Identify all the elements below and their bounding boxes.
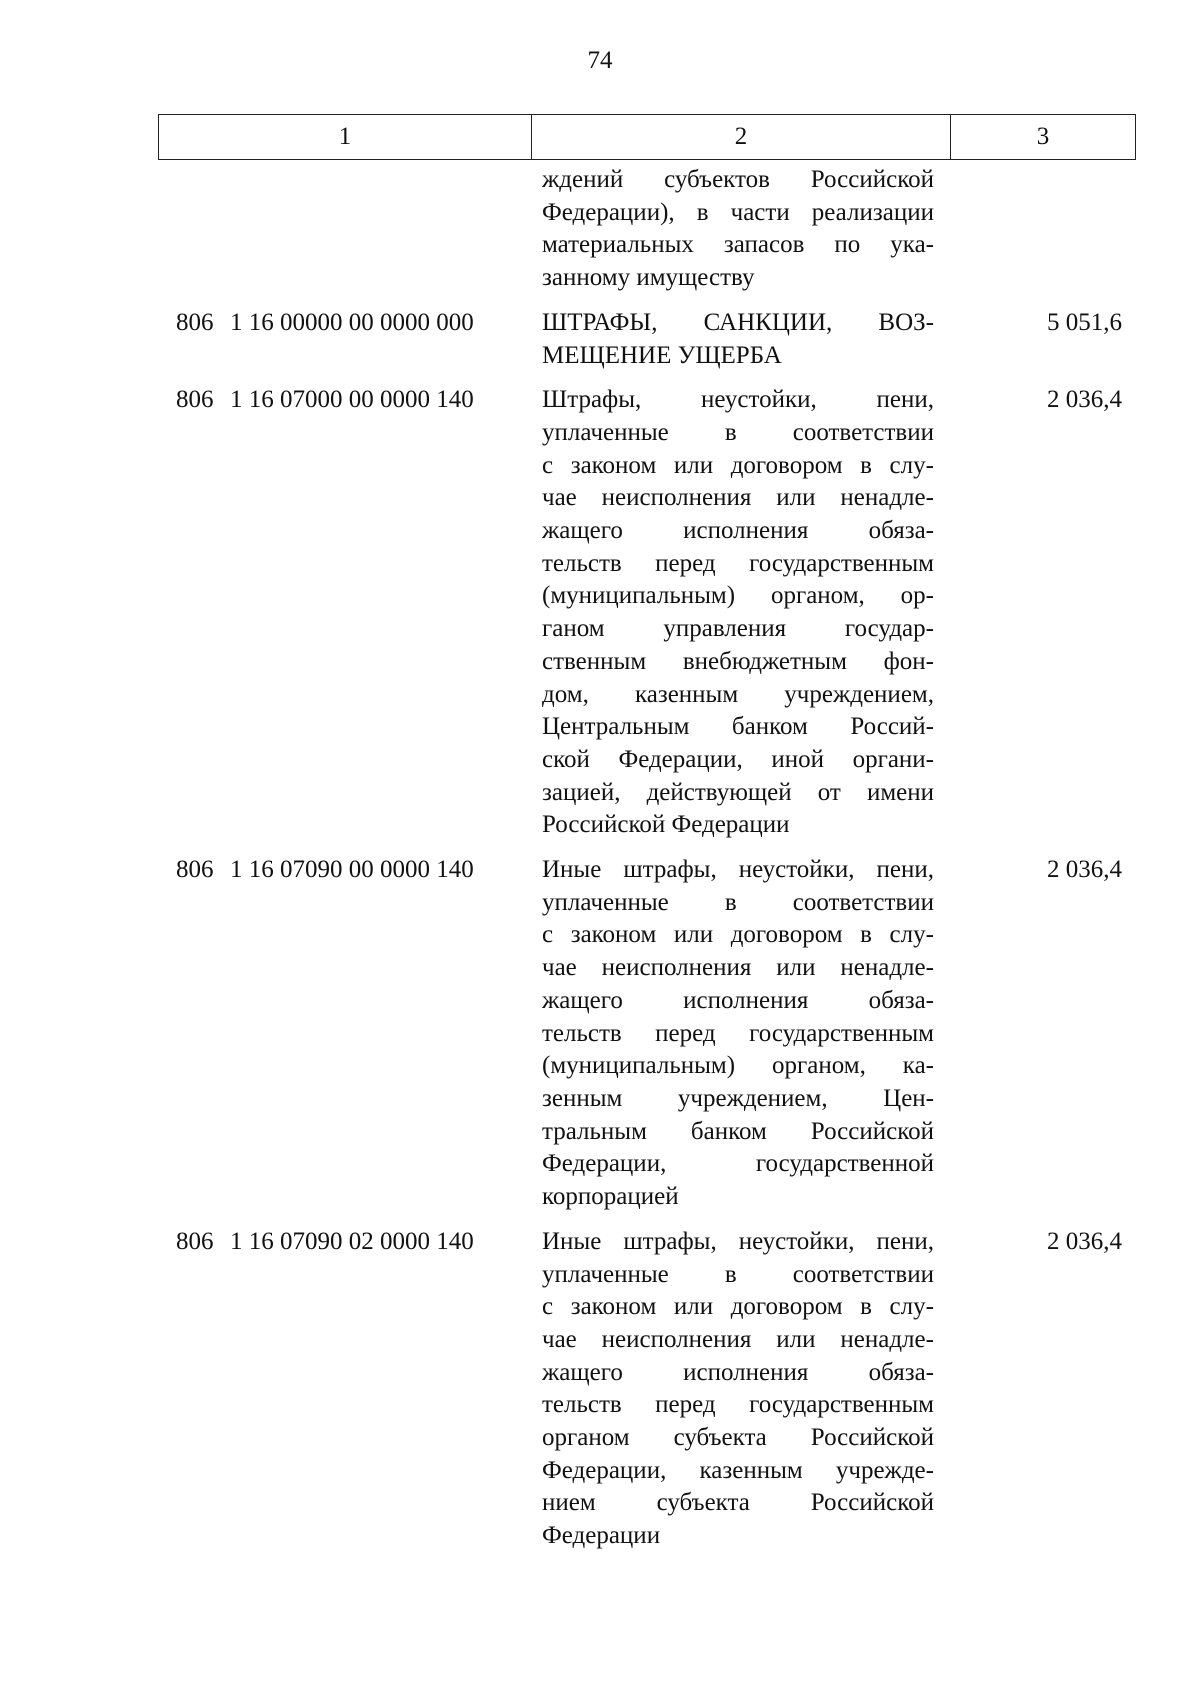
table-row: [158, 164, 1132, 295]
name-line: зенным учреждением, Цен-: [542, 1084, 934, 1112]
name-line: Федерации, казенным учрежде-: [542, 1456, 934, 1484]
name-line: (муниципальным) органом, ка-: [542, 1052, 934, 1080]
name-line: чае неисполнения или ненадле-: [542, 484, 934, 512]
amount: 2 036,4: [1047, 386, 1122, 414]
name-line: чае неисполнения или ненадле-: [542, 954, 934, 982]
table-row: [158, 1226, 1132, 1553]
table-row: [158, 307, 1132, 372]
name-line: жащего исполнения обяза-: [542, 986, 934, 1014]
name-line: Федерации, государственной: [542, 1150, 934, 1178]
amount: 2 036,4: [1047, 1227, 1122, 1255]
name-line: Центральным банком Россий-: [542, 713, 934, 741]
name-line: дом, казенным учреждением,: [542, 680, 934, 708]
name-line: материальных запасов по ука-: [542, 231, 934, 259]
name-line: МЕЩЕНИЕ УЩЕРБА: [542, 341, 782, 369]
amount: 2 036,4: [1047, 856, 1122, 884]
name-line: Штрафы, неустойки, пени,: [542, 386, 934, 414]
name-line: ственным внебюджетным фон-: [542, 647, 934, 675]
name-line: тельств перед государственным: [542, 549, 934, 577]
revenue-name: [542, 164, 934, 295]
amount: 5 051,6: [1047, 308, 1122, 336]
table-header: [158, 114, 1136, 160]
revenue-name: [542, 384, 934, 842]
revenue-name: [542, 1226, 934, 1553]
name-line: ской Федерации, иной органи-: [542, 745, 934, 773]
budget-code: 1 16 07090 00 0000 140: [230, 856, 474, 884]
name-line: ганом управления государ-: [542, 615, 934, 643]
name-line: уплаченные в соответствии: [542, 888, 934, 916]
name-line: Российской Федерации: [542, 811, 790, 839]
name-line: ждений субъектов Российской: [542, 166, 934, 193]
amount: [934, 164, 1132, 295]
name-line: занному имуществу: [542, 264, 755, 292]
name-line: уплаченные в соответствии: [542, 418, 934, 446]
table-body: [158, 164, 1132, 1553]
table-row: [158, 384, 1132, 842]
name-line: тельств перед государственным: [542, 1019, 934, 1047]
header-col-1: 1: [159, 115, 532, 160]
name-line: жащего исполнения обяза-: [542, 517, 934, 545]
admin-code: 806: [176, 1227, 214, 1255]
name-line: с законом или договором в слу-: [542, 921, 934, 949]
table-header-row: [159, 115, 1136, 160]
name-line: органом субъекта Российской: [542, 1424, 934, 1452]
name-line: Федерации), в части реализации: [542, 198, 934, 226]
name-line: тельств перед государственным: [542, 1391, 934, 1419]
name-line: нием субъекта Российской: [542, 1489, 934, 1517]
budget-code: 1 16 00000 00 0000 000: [230, 308, 474, 336]
page-number: 74: [587, 47, 613, 74]
name-line: Иные штрафы, неустойки, пени,: [542, 856, 934, 884]
admin-code: 806: [176, 308, 214, 336]
name-line: Федерации: [542, 1522, 661, 1550]
name-line: (муниципальным) органом, ор-: [542, 582, 934, 610]
revenue-name: [542, 307, 934, 372]
name-line: зацией, действующей от имени: [542, 778, 934, 806]
revenue-name: [542, 854, 934, 1214]
admin-code: [158, 164, 220, 295]
budget-code: 1 16 07000 00 0000 140: [230, 386, 474, 414]
budget-code: [220, 164, 530, 295]
name-line: ШТРАФЫ, САНКЦИИ, ВОЗ-: [542, 308, 934, 336]
name-line: корпорацией: [542, 1183, 679, 1211]
table-row: [158, 854, 1132, 1214]
header-col-2: 2: [532, 115, 951, 160]
name-line: Иные штрафы, неустойки, пени,: [542, 1227, 934, 1255]
budget-code: 1 16 07090 02 0000 140: [230, 1227, 474, 1255]
name-line: с законом или договором в слу-: [542, 451, 934, 479]
name-line: уплаченные в соответствии: [542, 1260, 934, 1288]
name-line: с законом или договором в слу-: [542, 1293, 934, 1321]
admin-code: 806: [176, 386, 214, 414]
header-col-3: 3: [951, 115, 1136, 160]
name-line: жащего исполнения обяза-: [542, 1358, 934, 1386]
name-line: чае неисполнения или ненадле-: [542, 1325, 934, 1353]
admin-code: 806: [176, 856, 214, 884]
name-line: тральным банком Российской: [542, 1117, 934, 1145]
